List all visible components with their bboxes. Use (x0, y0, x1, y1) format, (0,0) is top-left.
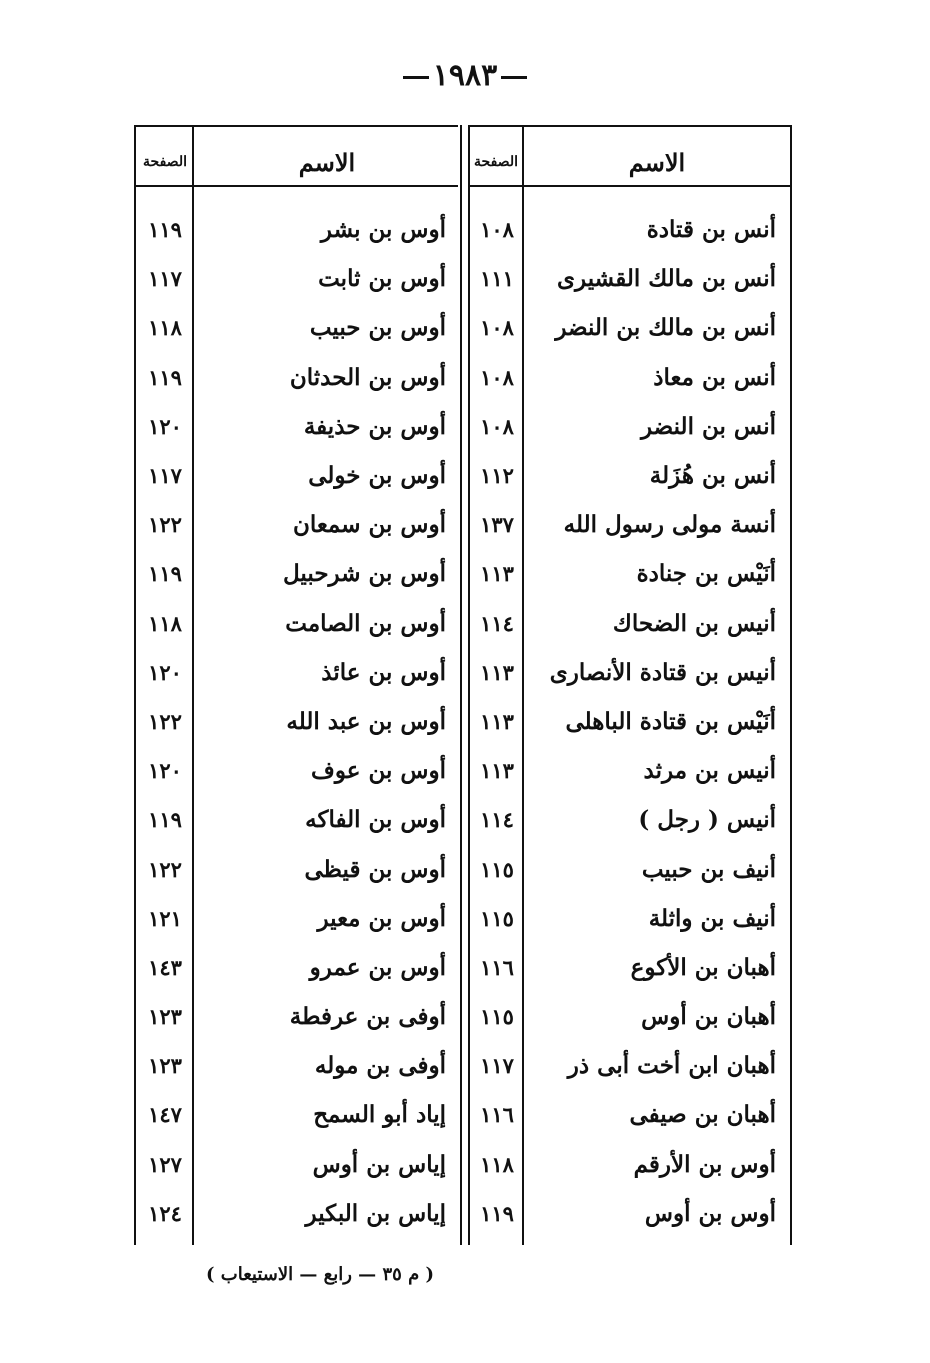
index-table (134, 125, 810, 1245)
left-entry-name-13: أوس بن الفاكه (305, 806, 446, 834)
page-number-value: ١٩٨٣ (432, 58, 498, 93)
right-entry-name-9: أنيس بن الضحاك (612, 609, 776, 637)
right-page-column (472, 205, 522, 1238)
right-entry-page-13: ١١٤ (480, 807, 514, 833)
left-entry-name-20: إياس بن أوس (312, 1150, 446, 1178)
left-entry-name-21: إياس بن البكير (305, 1199, 446, 1227)
right-entry-page-6: ١١٢ (480, 463, 514, 489)
left-entry-page-3: ١١٨ (148, 315, 182, 341)
right-entry-name-2: أنس بن مالك القشيرى (557, 265, 776, 293)
right-entry-name-5: أنس بن النضر (640, 412, 776, 440)
left-entry-name-12: أوس بن عوف (311, 757, 446, 785)
right-entry-name-13: أنيس ( رجل ) (638, 806, 776, 834)
right-entry-page-5: ١٠٨ (480, 413, 514, 439)
left-entry-page-13: ١١٩ (148, 807, 182, 833)
left-entry-page-10: ١٢٠ (148, 659, 182, 685)
right-entry-page-17: ١١٥ (480, 1004, 514, 1030)
left-entry-name-4: أوس بن الحدثان (289, 363, 446, 391)
right-entry-page-11: ١١٣ (480, 708, 514, 734)
left-entry-page-12: ١٢٠ (148, 758, 182, 784)
left-entry-page-2: ١١٧ (148, 266, 182, 292)
left-entry-page-5: ١٢٠ (148, 413, 182, 439)
left-entry-name-5: أوس بن حذيفة (303, 412, 446, 440)
right-page-header: الصفحة (474, 154, 518, 170)
right-entry-page-9: ١١٤ (480, 610, 514, 636)
left-entry-page-21: ١٢٤ (148, 1200, 182, 1226)
right-entry-name-20: أوس بن الأرقم (633, 1150, 776, 1178)
left-entry-name-1: أوس بن بشر (320, 216, 446, 244)
right-name-column (526, 205, 788, 1238)
left-entry-page-1: ١١٩ (148, 217, 182, 243)
left-entry-page-15: ١٢١ (148, 905, 182, 931)
right-entry-page-16: ١١٦ (480, 954, 514, 980)
left-entry-page-20: ١٢٧ (148, 1151, 182, 1177)
right-entry-page-18: ١١٧ (480, 1053, 514, 1079)
left-page-column (138, 205, 192, 1238)
table-top-rule-right (470, 125, 792, 127)
right-entry-name-11: أنَيْس بن قتادة الباهلى (565, 707, 776, 735)
left-entry-name-17: أوفى بن عرفطة (289, 1003, 446, 1031)
right-entry-page-2: ١١١ (480, 266, 514, 292)
left-entry-name-18: أوفى بن موله (314, 1052, 446, 1080)
right-page-column-divider (522, 125, 524, 1245)
footer-note: ( م ٣٥ — رابع — الاستيعاب ) (205, 1264, 434, 1285)
left-entry-page-14: ١٢٢ (148, 856, 182, 882)
right-entry-name-7: أنسة مولى رسول الله (563, 511, 776, 539)
left-entry-page-16: ١٤٣ (148, 954, 182, 980)
table-top-rule-left (134, 125, 458, 127)
left-entry-page-8: ١١٩ (148, 561, 182, 587)
left-entry-name-16: أوس بن عمرو (309, 953, 446, 981)
right-entry-name-19: أهبان بن صيفى (629, 1101, 776, 1129)
left-entry-name-15: أوس بن معير (317, 904, 446, 932)
right-entry-name-21: أوس بن أوس (644, 1199, 776, 1227)
left-entry-name-8: أوس بن شرحبيل (283, 560, 446, 588)
right-entry-page-7: ١٣٧ (480, 512, 514, 538)
right-entry-page-19: ١١٦ (480, 1102, 514, 1128)
table-right-border (790, 125, 792, 1245)
page-number-dash-right (501, 76, 527, 79)
right-entry-name-1: أنس بن قتادة (646, 216, 776, 244)
right-entry-name-10: أنيس بن قتادة الأنصارى (549, 658, 776, 686)
left-entry-page-19: ١٤٧ (148, 1102, 182, 1128)
right-entry-page-1: ١٠٨ (480, 217, 514, 243)
left-name-column (196, 205, 458, 1238)
left-entry-page-17: ١٢٣ (148, 1004, 182, 1030)
right-entry-page-10: ١١٣ (480, 659, 514, 685)
left-entry-page-4: ١١٩ (148, 364, 182, 390)
left-name-header: الاسم (298, 147, 356, 177)
left-entry-name-6: أوس بن خولى (308, 462, 446, 490)
left-entry-page-11: ١٢٢ (148, 708, 182, 734)
right-entry-name-18: أهبان ابن أخت أبى ذر (567, 1052, 776, 1080)
table-left-border (134, 125, 136, 1245)
right-entry-name-8: أنَيْس بن جنادة (636, 560, 776, 588)
right-entry-page-3: ١٠٨ (480, 315, 514, 341)
right-entry-name-12: أنيس بن مرثد (643, 757, 776, 785)
left-entry-name-11: أوس بن عبد الله (286, 707, 446, 735)
left-entry-name-7: أوس بن سمعان (292, 511, 446, 539)
right-entry-page-8: ١١٣ (480, 561, 514, 587)
left-entry-page-18: ١٢٣ (148, 1053, 182, 1079)
page-number-dash-left (403, 76, 429, 79)
right-entry-page-4: ١٠٨ (480, 364, 514, 390)
right-entry-name-16: أهبان بن الأكوع (630, 953, 776, 981)
left-entry-name-9: أوس بن الصامت (285, 609, 446, 637)
left-page-header: الصفحة (143, 154, 187, 170)
center-divider-right (468, 125, 470, 1245)
left-entry-name-3: أوس بن حبيب (309, 314, 446, 342)
left-entry-name-14: أوس بن قيظى (304, 855, 446, 883)
left-entry-name-2: أوس بن ثابت (318, 265, 446, 293)
right-entry-page-15: ١١٥ (480, 905, 514, 931)
right-entry-page-12: ١١٣ (480, 758, 514, 784)
right-entry-name-6: أنس بن هُزَلة (649, 462, 776, 490)
left-entry-page-9: ١١٨ (148, 610, 182, 636)
left-page-column-divider (192, 125, 194, 1245)
left-entry-page-6: ١١٧ (148, 463, 182, 489)
right-entry-name-3: أنس بن مالك بن النضر (555, 314, 776, 342)
right-entry-page-21: ١١٩ (480, 1200, 514, 1226)
right-entry-name-14: أنيف بن حبيب (641, 855, 776, 883)
right-entry-name-17: أهبان بن أوس (641, 1003, 776, 1031)
right-entry-page-20: ١١٨ (480, 1151, 514, 1177)
left-entry-page-7: ١٢٢ (148, 512, 182, 538)
center-divider-left (460, 125, 462, 1245)
right-name-header: الاسم (628, 147, 686, 177)
left-entry-name-19: إياد أبو السمح (313, 1101, 446, 1129)
page-number (0, 58, 930, 93)
right-entry-name-15: أنيف بن واثلة (648, 904, 776, 932)
right-entry-page-14: ١١٥ (480, 856, 514, 882)
right-entry-name-4: أنس بن معاذ (653, 363, 776, 391)
left-entry-name-10: أوس بن عائذ (321, 658, 446, 686)
